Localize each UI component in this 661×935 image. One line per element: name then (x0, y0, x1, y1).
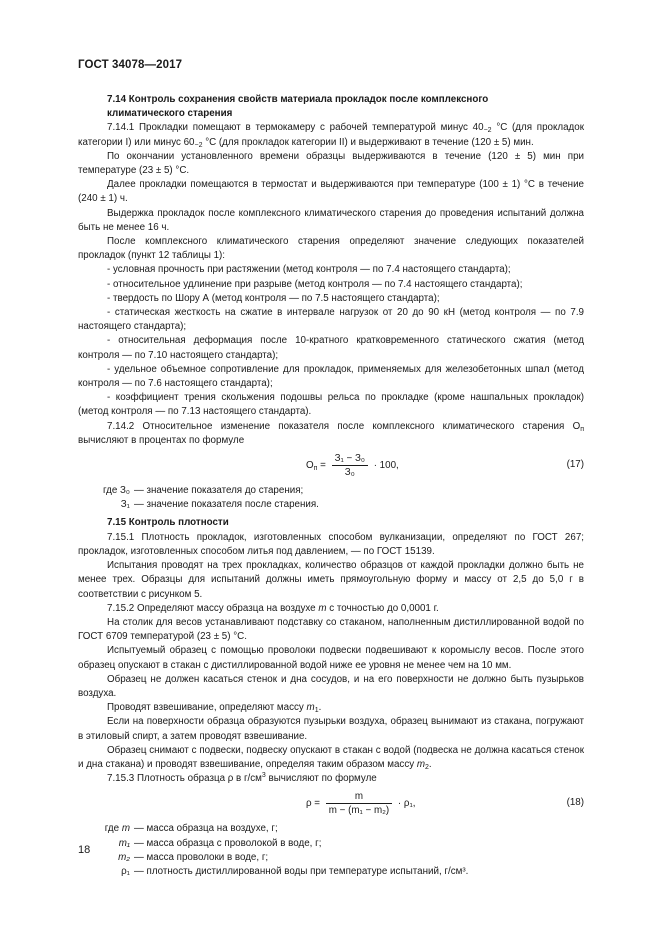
where-list-18 (78, 822, 584, 879)
section-7-15-title: 7.15 Контроль плотности (107, 517, 229, 529)
paragraph: На столик для весов устанавливают подставку со стаканом, наполненным дистиллированной водой по ГОСТ 6709 температурой (23 ± 5) °С. (78, 616, 584, 643)
paragraph: Испытуемый образец с помощью проволоки подвески подвешивают к коромыслу весов. После этого образец опускают в стакан с дистиллированной водой ниже ее уровня не менее чем на 10 мм. (78, 645, 584, 671)
formula-17-fraction: $\frac{\text{З₁ − З₀}}{\text{З₀}}$ (332, 452, 368, 479)
paragraph: Если на поверхности образца образуются пузырьки воздуха, образец вынимают из стакана, погружают в этиловый спирт, а затем проводят взвешивание. (78, 716, 584, 742)
section-7-14-title: 7.14 Контроль сохранения свойств материала прокладок после комплексного климатического старения (107, 94, 489, 120)
formula-17-expression: $О_п$ = $\frac{\text{З₁ − З₀}}{\text{З₀}}$ · 100, (306, 453, 399, 479)
paragraph: Образец снимают с подвески, подвеску опускают в стакан с водой (подвеска не должна касаться стенок и дна стакана) и проводят взвешивание, определяя таким образом массу $m_2$. (78, 744, 584, 771)
formula-18-fraction: $\frac{m}{\text{m − (m₁ − m₂)}}$ (326, 790, 392, 817)
paragraph: Образец не должен касаться стенок и дна сосудов, и на его поверхности не должно быть пузырьков воздуха. (78, 673, 584, 699)
paragraph: 7.15.1 Плотность прокладок, изготовленных способом вулканизации, определяют по ГОСТ 267; прокладок, изготовленных способом литья под давлением, — по ГОСТ 15139. (78, 531, 584, 557)
where-item: ρ₁ — плотность дистиллированной воды при температуре испытаний, г/см³. (121, 865, 469, 877)
formula-18-expression: ρ = $\frac{m}{\text{m − (m₁ − m₂)}}$ · ρ₁, (306, 791, 416, 817)
paragraph: 7.15.2 Определяют массу образца на воздухе m с точностью до 0,0001 г. (107, 602, 439, 614)
paragraph: 7.14.1 Прокладки помещают в термокамеру с рабочей температурой минус $40_{-2}$ °С (для прокладок категории I) или минус $60_{-2}$ °С (для прокладок категории II) и выдерживают в течение (120 ± 5) мин. (78, 122, 585, 149)
list-item: - удельное объемное сопротивление для прокладок, применяемых для железобетонных шпал (метод контроля — по 7.6 настоящего стандарта); (78, 363, 584, 390)
list-item: - относительная деформация после 10-кратного кратковременного статического сжатия (метод контроля — по 7.10 настоящего стандарта); (78, 335, 584, 361)
list-item: - относительное удлинение при разрыве (метод контроля — по 7.4 настоящего стандарта); (107, 278, 523, 290)
formula-18 (78, 786, 584, 822)
where-item: m₁ — масса образца с проволокой в воде, г; (118, 837, 322, 849)
where-list-17 (78, 484, 584, 512)
where-item: m₂ — масса проволоки в воде, г; (118, 851, 269, 863)
list-item: - статическая жесткость на сжатие в интервале нагрузок от 20 до 90 кН (метод контроля — по 7.9 настоящего стандарта); (78, 307, 584, 333)
paragraph: 7.14.2 Относительное изменение показателя после комплексного климатического старения $О_п$ вычисляют в процентах по формуле (78, 420, 584, 446)
page-number: 18 (78, 844, 91, 856)
formula-18-number: (18) (566, 797, 584, 809)
paragraph: 7.15.3 Плотность образца ρ в $г/см^3$ вычисляют по формуле (107, 772, 377, 785)
paragraph: Испытания проводят на трех прокладках, количество образцов от каждой прокладки должно быть не менее трех. Образцы для испытаний должны иметь прямоугольную форму и массу от 2,5 до 5,0 г в соответствии с рисунком 5. (78, 560, 584, 600)
paragraph: После комплексного климатического старения определяют значение следующих показателей прокладок (пункт 12 таблицы 1): (78, 236, 584, 262)
where-item: где З₀ — значение показателя до старения; (102, 485, 304, 497)
formula-17-number: (17) (566, 459, 584, 471)
where-item: З₁ — значение показателя после старения. (120, 499, 319, 511)
list-item: - коэффициент трения скольжения подошвы рельса по прокладке (кроме нашпальных прокладок) (метод контроля — по 7.13 настоящего стандарта). (78, 392, 584, 418)
paragraph: Проводят взвешивание, определяют массу $m_1$. (107, 702, 322, 715)
paragraph: Далее прокладки помещаются в термостат и выдерживаются при температуре (100 ± 1) °С в течение (240 ± 1) ч. (78, 179, 584, 205)
paragraph: Выдержка прокладок после комплексного климатического старения до проведения испытаний должна быть не менее 16 ч. (78, 207, 584, 233)
formula-17 (78, 448, 584, 484)
paragraph: По окончании установленного времени образцы выдерживаются в течение (120 ± 5) мин при температуре (23 ± 5) °С. (78, 150, 584, 177)
list-item: - условная прочность при растяжении (метод контроля — по 7.4 настоящего стандарта); (107, 264, 511, 276)
where-item: где m — масса образца на воздухе, г; (104, 823, 278, 835)
page-content (78, 93, 584, 879)
document-header: ГОСТ 34078—2017 (78, 59, 183, 71)
list-item: - твердость по Шору А (метод контроля — по 7.5 настоящего стандарта); (107, 292, 440, 304)
